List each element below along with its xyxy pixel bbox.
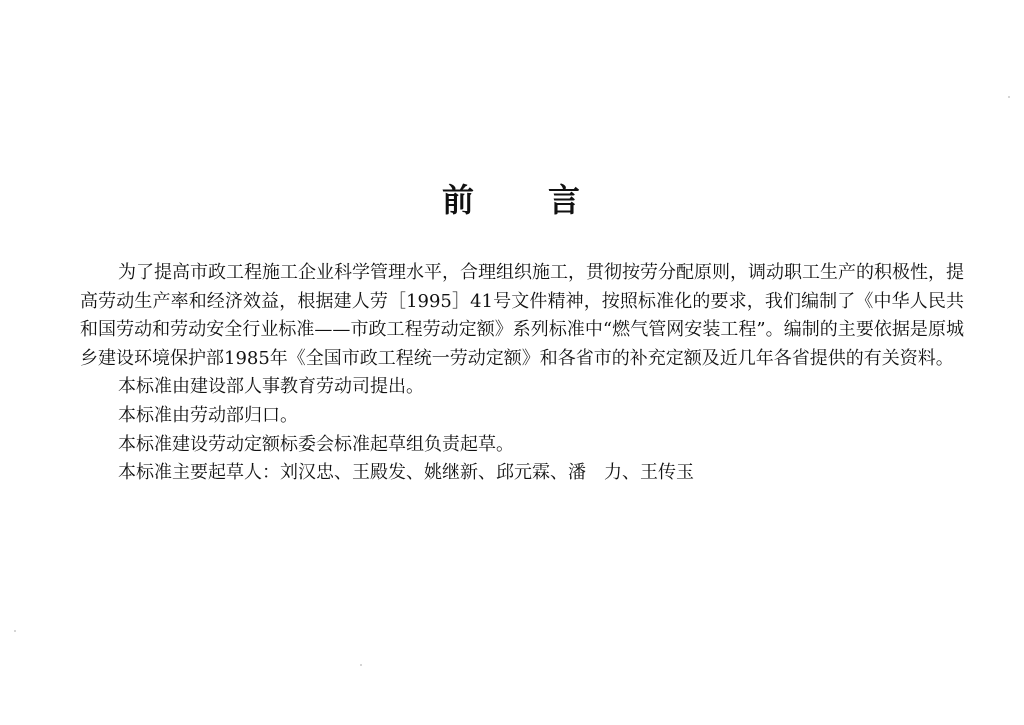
proposed-by-line: 本标准由建设部人事教育劳动司提出。 [118,376,424,398]
title-char-1: 前 [441,181,476,219]
page-title [0,178,1024,222]
drafting-group-line: 本标准建设劳动定额标委会标准起草组负责起草。 [118,433,514,455]
scan-speck [14,630,16,632]
preface-paragraph: 为了提高市政工程施工企业科学管理水平，合理组织施工，贯彻按劳分配原则，调动职工生产的积极性，提高劳动生产率和经济效益，根据建人劳［1995］41号文件精神，按照标准化的要求，我们编制了《中华人民共和国劳动和劳动安全行业标准——市政工程劳动定额》系列标准中“燃气管网安装工程”。编制的主要依据是原城乡建设环境保护部1985年《全国市政工程统一劳动定额》和各省市的补充定额及近几年各省提供的有关资料。 [80,262,964,369]
scan-speck [1008,96,1010,98]
drafters-line: 本标准主要起草人：刘汉忠、王殿发、姚继新、邱元霖、潘 力、王传玉 [118,462,694,484]
preface-body [80,259,964,488]
scan-speck [360,664,362,666]
attributed-to-line: 本标准由劳动部归口。 [118,404,298,426]
title-char-2: 言 [548,181,583,219]
